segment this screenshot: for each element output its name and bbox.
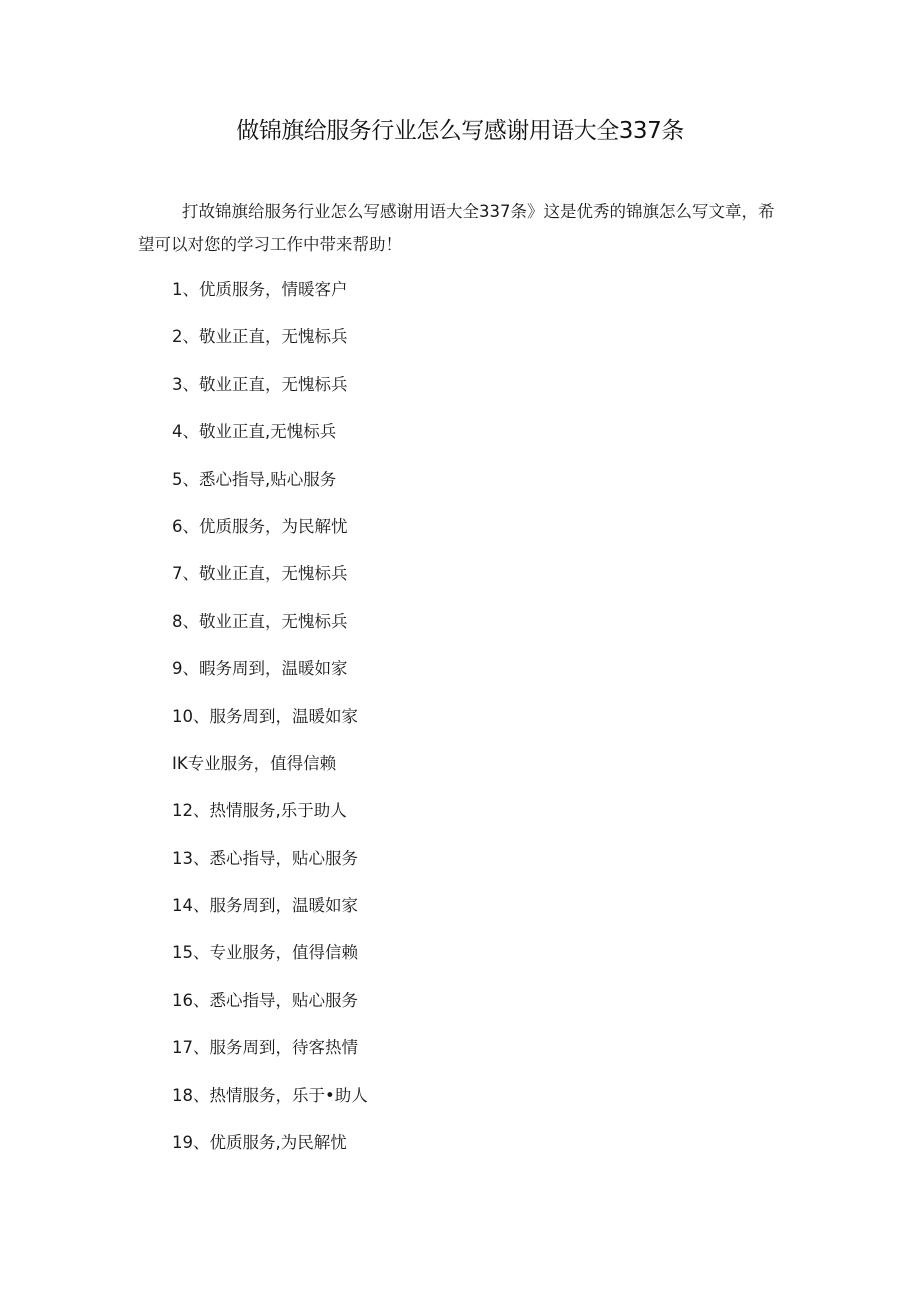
list-item: 4、敬业正直,无愧标兵 [172,422,337,442]
list-item: 13、悉心指导，贴心服务 [172,848,358,868]
list-item: IK专业服务，值得信赖 [172,753,337,773]
list-item: 15、专业服务，值得信赖 [172,943,358,963]
list-item: 16、悉心指导，贴心服务 [172,990,358,1010]
list-item: 7、敬业正直，无愧标兵 [172,564,348,584]
list-item: 9、暇务周到，温暖如家 [172,659,348,679]
list-item: 19、优质服务,为民解忧 [172,1133,347,1153]
list-item: 10、服务周到，温暖如家 [172,706,358,726]
list-item: 6、优质服务，为民解忧 [172,516,348,536]
list-item: 5、悉心指导,贴心服务 [172,469,337,489]
list-item: 18、热情服务，乐于•助人 [172,1085,368,1105]
list-item: 1、优质服务，情暖客户 [172,280,348,299]
list-item: 3、敬业正直，无愧标兵 [172,374,348,394]
list-item: 17、服务周到，待客热情 [172,1038,358,1058]
intro-paragraph: 打故锦旗给服务行业怎么写感谢用语大全337条》这是优秀的锦旗怎么写文章，希望可以对您的学习工作中带来帮助！ [138,202,775,254]
slogan-list [172,276,368,1176]
document-title: 做锦旗给服务行业怎么写感谢用语大全337条 [236,118,684,144]
list-item: 12、热情服务,乐于助人 [172,801,347,821]
list-item: 14、服务周到，温暖如家 [172,896,358,916]
list-item: 2、敬业正直，无愧标兵 [172,327,348,347]
list-item: 8、敬业正直，无愧标兵 [172,611,348,631]
